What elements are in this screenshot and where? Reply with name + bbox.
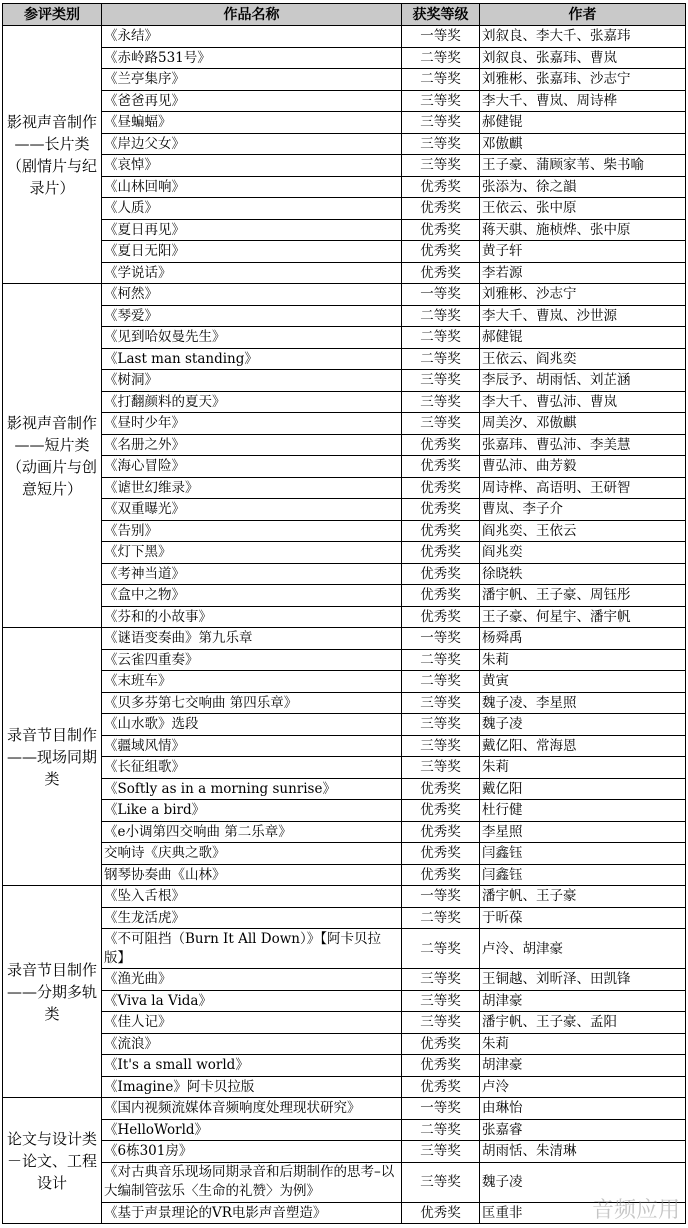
level-cell: 优秀奖 [402, 1202, 480, 1224]
authors-cell: 王依云、张中原 [480, 198, 686, 220]
level-cell: 三等奖 [402, 370, 480, 392]
authors-cell: 王依云、阎兆奕 [480, 348, 686, 370]
table-row [3, 499, 686, 521]
authors-cell: 刘雅彬、张嘉玮、沙志宁 [480, 69, 686, 91]
level-cell: 优秀奖 [402, 1033, 480, 1055]
level-cell: 优秀奖 [402, 219, 480, 241]
title-cell: 《学说话》 [102, 262, 402, 284]
title-cell: 《人质》 [102, 198, 402, 220]
level-cell: 二等奖 [402, 649, 480, 671]
level-cell: 三等奖 [402, 112, 480, 134]
title-cell: 《Imagine》阿卡贝拉版 [102, 1076, 402, 1098]
title-cell: 《6栋301房》 [102, 1141, 402, 1163]
level-cell: 三等奖 [402, 391, 480, 413]
awards-table [2, 3, 686, 1224]
title-cell: 《爸爸再见》 [102, 90, 402, 112]
table-row [3, 305, 686, 327]
table-row [3, 327, 686, 349]
level-cell: 二等奖 [402, 348, 480, 370]
authors-cell: 胡津豪 [480, 990, 686, 1012]
level-cell: 优秀奖 [402, 499, 480, 521]
authors-cell: 李大千、曹弘沛、曹岚 [480, 391, 686, 413]
table-row [3, 929, 686, 969]
table-row [3, 757, 686, 779]
category-cell: 影视声音制作——短片类（动画片与创意短片） [3, 284, 102, 628]
title-cell: 《谑世幻维录》 [102, 477, 402, 499]
title-cell: 《坠入舌根》 [102, 886, 402, 908]
authors-cell: 蒋天骐、施桢烨、张中原 [480, 219, 686, 241]
table-row [3, 990, 686, 1012]
level-cell: 优秀奖 [402, 1055, 480, 1077]
title-cell: 钢琴协奏曲《山林》 [102, 864, 402, 886]
authors-cell: 胡津豪 [480, 1055, 686, 1077]
authors-cell: 刘叙良、李大千、张嘉玮 [480, 26, 686, 48]
table-row [3, 692, 686, 714]
title-cell: 《柯然》 [102, 284, 402, 306]
authors-cell: 李辰予、胡雨恬、刘芷涵 [480, 370, 686, 392]
category-cell: 录音节目制作——分期多轨类 [3, 886, 102, 1098]
authors-cell: 阎兆奕 [480, 542, 686, 564]
authors-cell: 潘宇帆、王子豪、孟阳 [480, 1012, 686, 1034]
table-row [3, 198, 686, 220]
level-cell: 三等奖 [402, 990, 480, 1012]
authors-cell: 周美汐、邓傲麒 [480, 413, 686, 435]
authors-cell: 魏子凌 [480, 1162, 686, 1202]
level-cell: 优秀奖 [402, 241, 480, 263]
level-cell: 一等奖 [402, 1098, 480, 1120]
table-row [3, 1033, 686, 1055]
category-cell: 影视声音制作——长片类（剧情片与纪录片） [3, 26, 102, 284]
authors-cell: 徐晓轶 [480, 563, 686, 585]
level-cell: 三等奖 [402, 969, 480, 991]
authors-cell: 潘宇帆、王子豪、周钰彤 [480, 585, 686, 607]
authors-cell: 闫鑫钰 [480, 843, 686, 865]
title-cell: 《佳人记》 [102, 1012, 402, 1034]
title-cell: 《国内视频流媒体音频响度处理现状研究》 [102, 1098, 402, 1120]
title-cell: 《基于声景理论的VR电影声音塑造》 [102, 1202, 402, 1224]
title-cell: 《末班车》 [102, 671, 402, 693]
title-cell: 《夏日再见》 [102, 219, 402, 241]
table-row [3, 864, 686, 886]
authors-cell: 王铜越、刘昕泽、田凯锋 [480, 969, 686, 991]
authors-cell: 李大千、曹岚、周诗桦 [480, 90, 686, 112]
authors-cell: 郝健锟 [480, 327, 686, 349]
level-cell: 二等奖 [402, 327, 480, 349]
authors-cell: 张嘉玮、曹弘沛、李美慧 [480, 434, 686, 456]
table-row [3, 800, 686, 822]
authors-cell: 黄子轩 [480, 241, 686, 263]
table-row [3, 1119, 686, 1141]
title-cell: 《告别》 [102, 520, 402, 542]
table-row [3, 133, 686, 155]
level-cell: 优秀奖 [402, 434, 480, 456]
title-cell: 《树洞》 [102, 370, 402, 392]
level-cell: 三等奖 [402, 735, 480, 757]
table-row [3, 606, 686, 628]
authors-cell: 胡雨恬、朱清琳 [480, 1141, 686, 1163]
authors-cell: 匡重非 [480, 1202, 686, 1224]
table-row [3, 69, 686, 91]
title-cell: 《Last man standing》 [102, 348, 402, 370]
table-row [3, 649, 686, 671]
level-cell: 二等奖 [402, 47, 480, 69]
title-cell: 《Viva la Vida》 [102, 990, 402, 1012]
table-row [3, 714, 686, 736]
table-row [3, 456, 686, 478]
title-cell: 《芬和的小故事》 [102, 606, 402, 628]
title-cell: 《琴爱》 [102, 305, 402, 327]
authors-cell: 李大千、曹岚、沙世源 [480, 305, 686, 327]
title-cell: 《夏日无阳》 [102, 241, 402, 263]
table-row [3, 348, 686, 370]
level-cell: 优秀奖 [402, 542, 480, 564]
level-cell: 二等奖 [402, 929, 480, 969]
table-row [3, 26, 686, 48]
authors-cell: 曹弘沛、曲芳毅 [480, 456, 686, 478]
title-cell: 《长征组歌》 [102, 757, 402, 779]
authors-cell: 闫鑫钰 [480, 864, 686, 886]
header-title: 作品名称 [102, 4, 402, 26]
authors-cell: 潘宇帆、王子豪 [480, 886, 686, 908]
level-cell: 三等奖 [402, 413, 480, 435]
title-cell: 《灯下黑》 [102, 542, 402, 564]
authors-cell: 周诗桦、高语明、王研智 [480, 477, 686, 499]
authors-cell: 朱莉 [480, 757, 686, 779]
title-cell: 《疆域风情》 [102, 735, 402, 757]
table-row [3, 241, 686, 263]
title-cell: 《Like a bird》 [102, 800, 402, 822]
table-row [3, 886, 686, 908]
authors-cell: 曹岚、李子介 [480, 499, 686, 521]
table-row [3, 90, 686, 112]
authors-cell: 王子豪、蒲顾家苇、柴书喻 [480, 155, 686, 177]
level-cell: 二等奖 [402, 1119, 480, 1141]
level-cell: 三等奖 [402, 692, 480, 714]
title-cell: 《名册之外》 [102, 434, 402, 456]
authors-cell: 阎兆奕、王依云 [480, 520, 686, 542]
title-cell: 《流浪》 [102, 1033, 402, 1055]
table-row [3, 155, 686, 177]
authors-cell: 杨舜禹 [480, 628, 686, 650]
title-cell: 《e小调第四交响曲 第二乐章》 [102, 821, 402, 843]
title-cell: 《昼时少年》 [102, 413, 402, 435]
authors-cell: 卢泠、胡津豪 [480, 929, 686, 969]
level-cell: 优秀奖 [402, 843, 480, 865]
authors-cell: 朱莉 [480, 649, 686, 671]
title-cell: 《双重曝光》 [102, 499, 402, 521]
level-cell: 优秀奖 [402, 606, 480, 628]
table-row [3, 370, 686, 392]
authors-cell: 李若源 [480, 262, 686, 284]
table-row [3, 284, 686, 306]
table-row [3, 843, 686, 865]
table-row [3, 112, 686, 134]
title-cell: 《贝多芬第七交响曲 第四乐章》 [102, 692, 402, 714]
table-row [3, 520, 686, 542]
watermark: 音频应用 [591, 1198, 680, 1223]
title-cell: 《盒中之物》 [102, 585, 402, 607]
title-cell: 《岸边父女》 [102, 133, 402, 155]
level-cell: 优秀奖 [402, 262, 480, 284]
level-cell: 二等奖 [402, 907, 480, 929]
level-cell: 三等奖 [402, 90, 480, 112]
title-cell: 《Softly as in a morning sunrise》 [102, 778, 402, 800]
authors-cell: 魏子凌、李星照 [480, 692, 686, 714]
table-row [3, 47, 686, 69]
title-cell: 《昼蝙蝠》 [102, 112, 402, 134]
header-authors: 作者 [480, 4, 686, 26]
header-level: 获奖等级 [402, 4, 480, 26]
title-cell: 《海心冒险》 [102, 456, 402, 478]
table-row [3, 907, 686, 929]
title-cell: 《哀悼》 [102, 155, 402, 177]
title-cell: 《赤岭路531号》 [102, 47, 402, 69]
title-cell: 《考神当道》 [102, 563, 402, 585]
level-cell: 优秀奖 [402, 778, 480, 800]
level-cell: 优秀奖 [402, 821, 480, 843]
authors-cell: 刘雅彬、沙志宁 [480, 284, 686, 306]
table-row [3, 735, 686, 757]
level-cell: 优秀奖 [402, 864, 480, 886]
level-cell: 一等奖 [402, 284, 480, 306]
table-row [3, 1141, 686, 1163]
level-cell: 三等奖 [402, 133, 480, 155]
level-cell: 三等奖 [402, 757, 480, 779]
authors-cell: 魏子凌 [480, 714, 686, 736]
level-cell: 一等奖 [402, 26, 480, 48]
table-row [3, 391, 686, 413]
authors-cell: 戴亿阳、常海恩 [480, 735, 686, 757]
table-row [3, 778, 686, 800]
level-cell: 优秀奖 [402, 176, 480, 198]
title-cell: 《HelloWorld》 [102, 1119, 402, 1141]
table-row [3, 1055, 686, 1077]
title-cell: 《不可阻挡（Burn It All Down）》【阿卡贝拉版】 [102, 929, 402, 969]
table-row [3, 542, 686, 564]
level-cell: 优秀奖 [402, 477, 480, 499]
title-cell: 《山水歌》选段 [102, 714, 402, 736]
authors-cell: 李星照 [480, 821, 686, 843]
authors-cell: 于昕葆 [480, 907, 686, 929]
level-cell: 优秀奖 [402, 456, 480, 478]
table-row [3, 477, 686, 499]
level-cell: 优秀奖 [402, 198, 480, 220]
level-cell: 二等奖 [402, 305, 480, 327]
table-row [3, 969, 686, 991]
authors-cell: 邓傲麒 [480, 133, 686, 155]
level-cell: 优秀奖 [402, 1076, 480, 1098]
level-cell: 一等奖 [402, 886, 480, 908]
authors-cell: 黄寅 [480, 671, 686, 693]
table-row [3, 1012, 686, 1034]
table-row [3, 219, 686, 241]
authors-cell: 郝健锟 [480, 112, 686, 134]
authors-cell: 张嘉睿 [480, 1119, 686, 1141]
authors-cell: 卢泠 [480, 1076, 686, 1098]
category-cell: 论文与设计类－论文、工程设计 [3, 1098, 102, 1224]
title-cell: 《永结》 [102, 26, 402, 48]
level-cell: 三等奖 [402, 1012, 480, 1034]
level-cell: 三等奖 [402, 1162, 480, 1202]
level-cell: 三等奖 [402, 1141, 480, 1163]
table-row [3, 821, 686, 843]
table-row [3, 585, 686, 607]
level-cell: 优秀奖 [402, 520, 480, 542]
table-row [3, 176, 686, 198]
level-cell: 三等奖 [402, 155, 480, 177]
level-cell: 一等奖 [402, 628, 480, 650]
title-cell: 《渔光曲》 [102, 969, 402, 991]
title-cell: 《兰亭集序》 [102, 69, 402, 91]
title-cell: 《It's a small world》 [102, 1055, 402, 1077]
header-category: 参评类别 [3, 4, 102, 26]
level-cell: 优秀奖 [402, 563, 480, 585]
table-row [3, 1162, 686, 1202]
authors-cell: 王子豪、何星宇、潘宇帆 [480, 606, 686, 628]
level-cell: 三等奖 [402, 714, 480, 736]
level-cell: 优秀奖 [402, 800, 480, 822]
title-cell: 《生龙活虎》 [102, 907, 402, 929]
authors-cell: 由琳怡 [480, 1098, 686, 1120]
table-row [3, 434, 686, 456]
level-cell: 二等奖 [402, 69, 480, 91]
title-cell: 《见到哈奴曼先生》 [102, 327, 402, 349]
title-cell: 《谜语变奏曲》第九乐章 [102, 628, 402, 650]
table-row [3, 1076, 686, 1098]
authors-cell: 朱莉 [480, 1033, 686, 1055]
level-cell: 二等奖 [402, 671, 480, 693]
header-row [3, 4, 686, 26]
title-cell: 《山林回响》 [102, 176, 402, 198]
table-row [3, 563, 686, 585]
table-row [3, 1202, 686, 1224]
level-cell: 优秀奖 [402, 585, 480, 607]
table-row [3, 671, 686, 693]
authors-cell: 张添为、徐之韻 [480, 176, 686, 198]
category-cell: 录音节目制作——现场同期类 [3, 628, 102, 886]
title-cell: 交响诗《庆典之歌》 [102, 843, 402, 865]
title-cell: 《云雀四重奏》 [102, 649, 402, 671]
authors-cell: 刘叙良、张嘉玮、曹岚 [480, 47, 686, 69]
table-row [3, 1098, 686, 1120]
table-body [3, 26, 686, 1224]
authors-cell: 戴亿阳 [480, 778, 686, 800]
title-cell: 《对古典音乐现场同期录音和后期制作的思考–以大编制管弦乐〈生命的礼赞〉为例》 [102, 1162, 402, 1202]
authors-cell: 杜行健 [480, 800, 686, 822]
table-row [3, 628, 686, 650]
table-row [3, 262, 686, 284]
title-cell: 《打翻颜料的夏天》 [102, 391, 402, 413]
table-row [3, 413, 686, 435]
